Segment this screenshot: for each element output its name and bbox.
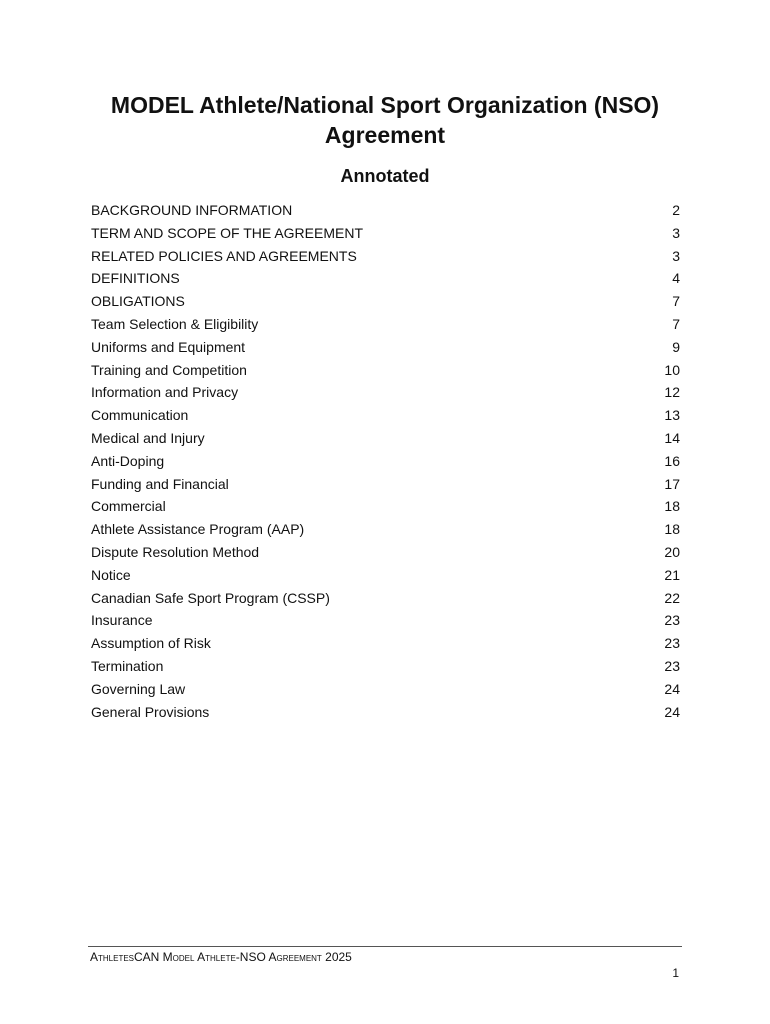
toc-entry-page: 9 [672,338,680,355]
toc-entry[interactable] [91,701,680,724]
toc-entry-page: 23 [664,612,680,629]
toc-entry[interactable] [91,290,680,313]
toc-entry-label: Athlete Assistance Program (AAP) [91,521,305,538]
toc-entry[interactable] [91,678,680,701]
toc-entry-label: Information and Privacy [91,384,239,401]
table-of-contents [91,199,680,723]
toc-entry-page: 23 [664,635,680,652]
toc-entry-page: 13 [664,407,680,424]
toc-entry-page: 21 [664,566,680,583]
toc-entry[interactable] [91,359,680,382]
toc-entry-page: 2 [672,202,680,218]
toc-entry-label: Anti-Doping [91,452,165,469]
toc-entry-page: 10 [664,361,680,378]
footer-text [90,950,352,964]
toc-entry-page: 24 [664,680,680,697]
toc-entry-label: Medical and Injury [91,429,205,446]
toc-entry-label: TERM AND SCOPE OF THE AGREEMENT [91,224,364,241]
toc-entry[interactable] [91,609,680,632]
toc-entry[interactable] [91,541,680,564]
toc-entry-page: 3 [672,224,680,241]
toc-entry-page: 23 [664,657,680,674]
toc-entry[interactable] [91,632,680,655]
toc-entry[interactable] [91,222,680,245]
toc-entry-label: Uniforms and Equipment [91,338,246,355]
toc-entry[interactable] [91,427,680,450]
toc-entry-page: 7 [672,315,680,332]
toc-entry-label: Insurance [91,612,153,629]
toc-entry[interactable] [91,450,680,473]
toc-entry[interactable] [91,245,680,268]
toc-entry-label: Training and Competition [91,361,247,378]
toc-entry[interactable] [91,473,680,496]
toc-entry-page: 12 [664,384,680,401]
toc-entry[interactable] [91,199,680,222]
toc-entry[interactable] [91,587,680,610]
toc-entry-label: Assumption of Risk [91,635,211,652]
toc-entry-label: Governing Law [91,680,186,697]
toc-entry-page: 17 [664,475,680,492]
toc-entry-page: 22 [664,589,680,606]
toc-entry-page: 14 [664,429,680,446]
toc-entry-label: Notice [91,566,131,583]
toc-entry-label: DEFINITIONS [91,270,180,287]
toc-entry-label: Termination [91,657,164,674]
toc-entry-label: BACKGROUND INFORMATION [91,202,293,218]
toc-entry-page: 18 [664,521,680,538]
toc-entry-page: 18 [664,498,680,515]
toc-entry-label: Dispute Resolution Method [91,543,260,560]
toc-entry[interactable] [91,655,680,678]
page-number: 1 [672,966,679,980]
toc-entry-label: General Provisions [91,703,210,720]
toc-entry-label: Communication [91,407,189,424]
toc-entry-label: OBLIGATIONS [91,293,185,310]
toc-entry[interactable] [91,518,680,541]
toc-entry-page: 4 [672,270,680,287]
footer-label: AthletesCAN Model Athlete-NSO Agreement 2025 [90,950,352,964]
toc-entry-label: Funding and Financial [91,475,229,492]
footer-divider [88,946,682,947]
toc-entry-label: Canadian Safe Sport Program (CSSP) [91,589,330,606]
toc-entry-page: 3 [672,247,680,264]
toc-entry-label: Commercial [91,498,166,515]
toc-entry[interactable] [91,381,680,404]
toc-entry[interactable] [91,313,680,336]
toc-entry[interactable] [91,267,680,290]
toc-entry[interactable] [91,564,680,587]
document-title: MODEL Athlete/National Sport Organization (NSO) Agreement [110,92,660,148]
toc-entry-label: RELATED POLICIES AND AGREEMENTS [91,247,357,264]
toc-entry[interactable] [91,336,680,359]
toc-entry-page: 20 [664,543,680,560]
document-subtitle: Annotated [340,166,430,186]
toc-entry-label: Team Selection & Eligibility [91,315,259,332]
toc-entry[interactable] [91,404,680,427]
toc-entry-page: 24 [664,703,680,720]
toc-entry-page: 7 [672,293,680,310]
toc-entry-page: 16 [664,452,680,469]
toc-entry[interactable] [91,495,680,518]
